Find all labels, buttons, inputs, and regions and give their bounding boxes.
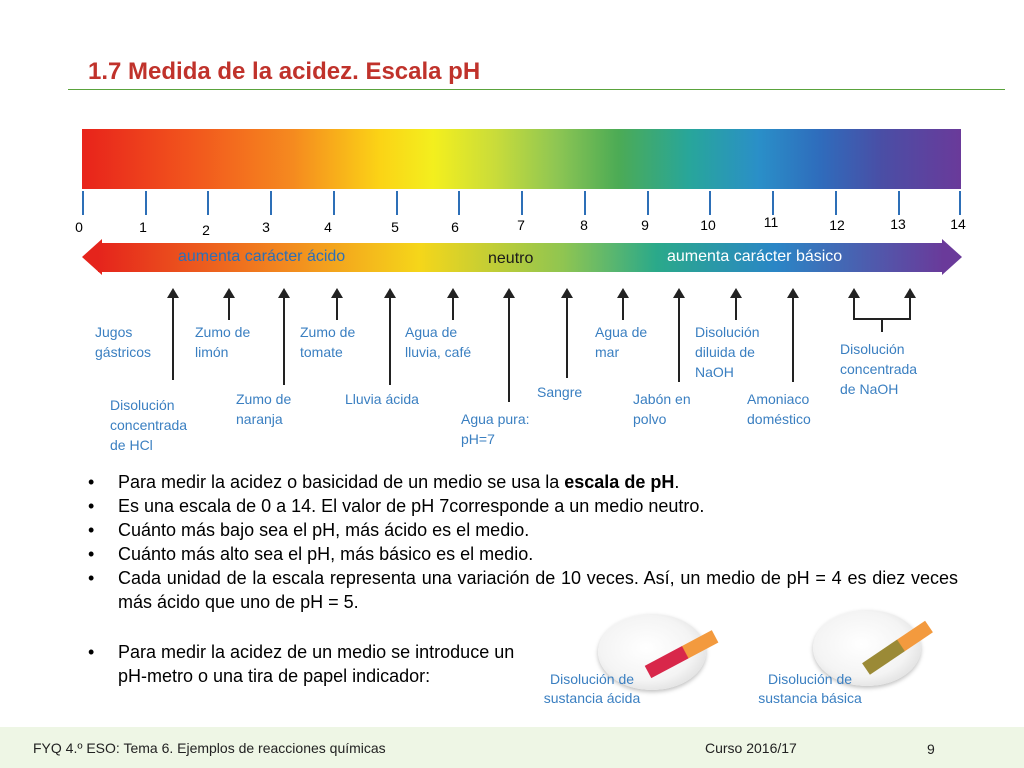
ph-number: 9 (641, 217, 649, 233)
ph-tick (772, 191, 774, 215)
label-agua-mar: Agua de mar (595, 324, 648, 360)
ph-number: 4 (324, 219, 332, 235)
pointer-arrow (853, 290, 855, 318)
ph-number: 6 (451, 219, 459, 235)
bullet-item: • Cuánto más alto sea el pH, más básico es el medio. (88, 542, 958, 566)
ph-number: 1 (139, 219, 147, 235)
ph-tick (82, 191, 84, 215)
title-divider (68, 89, 1005, 90)
label-limon: Zumo de limón (195, 324, 251, 360)
label-lluvia-cafe: Agua de lluvia, café (405, 324, 472, 360)
caption-acid: Disolución de sustancia ácida (543, 671, 641, 706)
caption-basic: Disolución de sustancia básica (758, 671, 862, 706)
label-lluvia-acida: Lluvia ácida (345, 391, 419, 407)
page-title: 1.7 Medida de la acidez. Escala pH (88, 58, 481, 85)
basic-trend-label: aumenta carácter básico (667, 248, 843, 265)
label-jabon: Jabón en polvo (633, 391, 691, 427)
basic-arrowhead (942, 239, 962, 275)
bullet-item: • Es una escala de 0 a 14. El valor de pH 7corresponde a un medio neutro. (88, 494, 958, 518)
explanation-list (88, 470, 958, 614)
ph-tick (145, 191, 147, 215)
bullet-item-indicator: • Para medir la acidez de un medio se introduce un pH-metro o una tira de papel indicador: (88, 642, 515, 686)
bullet-item: • Cada unidad de la escala representa una variación de 10 veces. Así, un medio de pH = 4 es diez veces más ácido que uno de pH = 5. (88, 566, 958, 614)
ph-number: 11 (763, 214, 779, 230)
ph-tick (959, 191, 961, 215)
bullet-item: • Para medir la acidez o basicidad de un medio se usa la escala de pH. (88, 470, 958, 494)
ph-color-spectrum (82, 129, 961, 189)
ph-tick (898, 191, 900, 215)
ph-tick (270, 191, 272, 215)
ph-number: 2 (202, 222, 210, 238)
label-hcl: Disolución concentrada de HCl (110, 397, 188, 453)
ph-tick (396, 191, 398, 215)
pointer-arrow (228, 290, 230, 320)
pointer-arrow (283, 290, 285, 385)
ph-number: 12 (829, 217, 845, 233)
ph-number: 3 (262, 219, 270, 235)
pointer-arrow (336, 290, 338, 320)
label-tomate: Zumo de tomate (300, 324, 356, 360)
pointer-arrow (735, 290, 737, 320)
neutral-label: neutro (488, 250, 534, 267)
label-naoh-diluida: Disolución diluida de NaOH (695, 324, 760, 380)
ph-tick (458, 191, 460, 215)
label-naoh-concentrada: Disolución concentrada de NaOH (840, 341, 918, 397)
highlight-term: escala de pH (564, 472, 675, 492)
label-jugos-gastricos: Jugos gástricos (95, 324, 152, 360)
pointer-arrow (622, 290, 624, 320)
pointer-arrow (508, 290, 510, 402)
ph-number: 8 (580, 217, 588, 233)
ph-number: 13 (890, 216, 906, 232)
bullet-item: • Cuánto más bajo sea el pH, más ácido es el medio. (88, 518, 958, 542)
ph-tick (709, 191, 711, 215)
label-agua-pura: Agua pura: pH=7 (461, 411, 530, 447)
ph-number: 5 (391, 219, 399, 235)
footer-school-year: Curso 2016/17 (705, 740, 797, 756)
pointer-arrow (566, 290, 568, 378)
ph-number: 0 (75, 219, 83, 235)
label-amoniaco: Amoniaco doméstico (747, 391, 811, 427)
ph-tick (207, 191, 209, 215)
ph-tick (521, 191, 523, 215)
pointer-arrow (172, 290, 174, 380)
label-sangre: Sangre (537, 384, 583, 400)
ph-number: 7 (517, 217, 525, 233)
pointer-arrow (909, 290, 911, 318)
ph-tick (647, 191, 649, 215)
pointer-arrow (792, 290, 794, 382)
ph-number: 10 (700, 217, 716, 233)
pointer-arrow (452, 290, 454, 320)
label-naranja: Zumo de naranja (236, 391, 292, 427)
footer-course-topic: FYQ 4.º ESO: Tema 6. Ejemplos de reacciones químicas (33, 740, 386, 756)
acid-trend-label: aumenta carácter ácido (178, 248, 346, 265)
ph-tick (835, 191, 837, 215)
bracket-stem (881, 318, 883, 332)
pointer-arrow (389, 290, 391, 385)
ph-tick (584, 191, 586, 215)
ph-number: 14 (950, 216, 966, 232)
page-number: 9 (927, 741, 935, 757)
ph-tick (333, 191, 335, 215)
pointer-arrow (678, 290, 680, 382)
